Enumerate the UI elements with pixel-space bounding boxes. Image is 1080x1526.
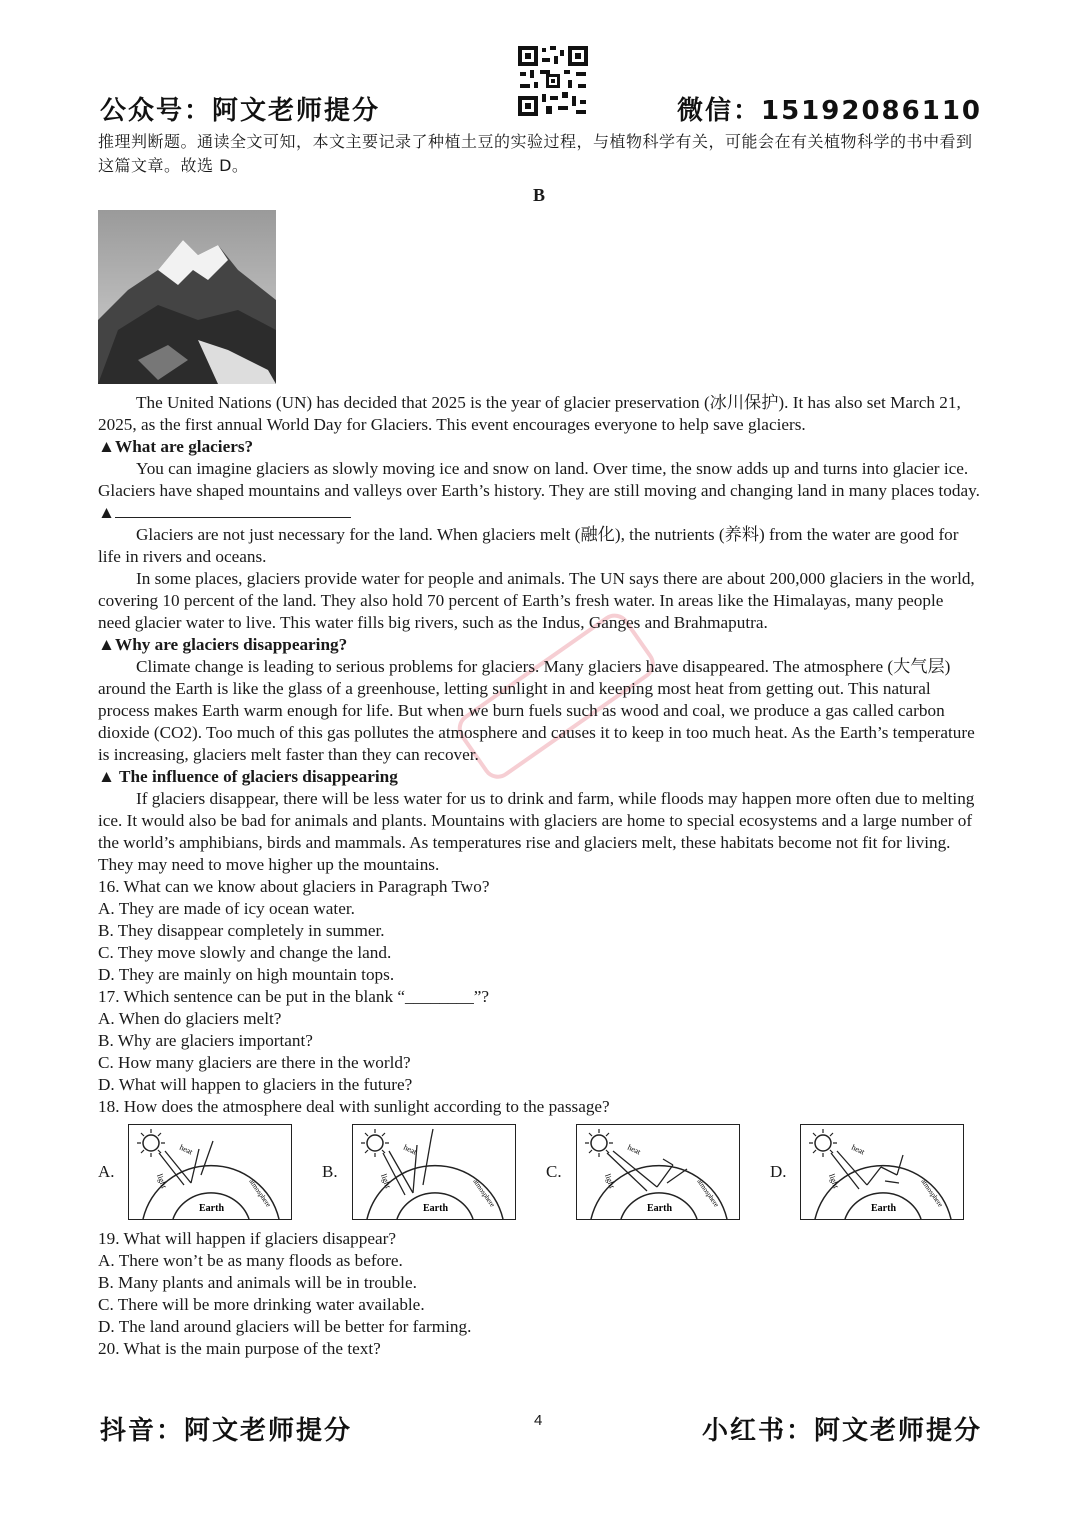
question-16: 16. What can we know about glaciers in Paragraph Two? (98, 877, 490, 896)
greenhouse-diagram-a (128, 1124, 292, 1220)
diagram-option-b (322, 1124, 546, 1220)
earth-label: Earth (871, 1203, 896, 1214)
diagram-label-a: A. (98, 1162, 115, 1181)
heading-blank (98, 502, 980, 524)
option-19d: D. The land around glaciers will be better for farming. (98, 1317, 472, 1336)
earth-label: Earth (647, 1203, 672, 1214)
paragraph-4: In some places, glaciers provide water for people and animals. The UN says there are about 200,000 glaciers in the world, covering 10 percent of the land. They also hold 70 percent of Earth’s fresh water. In areas like the Himalayas, many people need glacier water to live. This water fills big rivers, such as the Indus, Ganges and Brahmaputra. (98, 569, 975, 632)
heat-label: heat (178, 1142, 195, 1157)
heading-what-are-glaciers: ▲What are glaciers? (98, 437, 254, 456)
diagram-option-d (770, 1124, 994, 1220)
question-17: 17. Which sentence can be put in the blank “________”? (98, 987, 490, 1006)
footer-right: 小红书：阿文老师提分 (701, 1416, 982, 1446)
heat-label: heat (402, 1142, 419, 1157)
light-label: light (827, 1172, 841, 1190)
triangle-marker: ▲ (98, 503, 116, 522)
heat-label: heat (626, 1142, 643, 1157)
paragraph-3: Glaciers are not just necessary for the land. When glaciers melt (融化), the nutrients (养料) from the water are good for life in rivers and oceans. (98, 525, 959, 566)
light-label: light (155, 1172, 169, 1190)
header-right: 微信：15192086110 (677, 96, 982, 126)
heat-label: heat (850, 1142, 867, 1157)
option-19c: C. There will be more drinking water available. (98, 1295, 425, 1314)
option-17d: D. What will happen to glaciers in the future? (98, 1075, 413, 1094)
heading-influence: ▲ The influence of glaciers disappearing (98, 767, 398, 786)
intro-chinese: 推理判断题。通读全文可知，本文主要记录了种植土豆的实验过程，与植物科学有关，可能会在有关植物科学的书中看到这篇文章。故选 D。 (98, 132, 973, 175)
diagram-label-d: D. (770, 1162, 787, 1181)
qr-code-icon (516, 44, 590, 118)
option-19a: A. There won’t be as many floods as before. (98, 1251, 403, 1270)
greenhouse-diagram-b (352, 1124, 516, 1220)
question-18: 18. How does the atmosphere deal with sunlight according to the passage? (98, 1097, 610, 1116)
greenhouse-diagram-c (576, 1124, 740, 1220)
section-label: B (532, 185, 545, 205)
question-19: 19. What will happen if glaciers disappear? (98, 1229, 396, 1248)
atmosphere-label: atmosphere (919, 1177, 945, 1209)
paragraph-6: If glaciers disappear, there will be less water for us to drink and farm, while floods may happen more often due to melting ice. It would also be bad for animals and plants. Mountains with glaciers are home to special ecosystems and a large number of the world’s amphibians, birds and mammals. As temperatures rise and glaciers melt, these habitats become not fit for living. They may need to move higher up the mountains. (98, 789, 975, 874)
atmosphere-label: atmosphere (247, 1177, 273, 1209)
diagram-option-c (546, 1124, 770, 1220)
earth-label: Earth (423, 1203, 448, 1214)
option-16b: B. They disappear completely in summer. (98, 921, 385, 940)
diagram-options (98, 1122, 980, 1222)
page-content (98, 130, 980, 1360)
header-left: 公众号：阿文老师提分 (100, 96, 381, 126)
question-20: 20. What is the main purpose of the text? (98, 1339, 381, 1358)
option-17a: A. When do glaciers melt? (98, 1009, 282, 1028)
footer-left: 抖音：阿文老师提分 (100, 1416, 353, 1446)
option-19b: B. Many plants and animals will be in trouble. (98, 1273, 417, 1292)
blank-line (115, 503, 351, 518)
option-16a: A. They are made of icy ocean water. (98, 899, 355, 918)
greenhouse-diagram-d (800, 1124, 964, 1220)
paragraph-1: The United Nations (UN) has decided that 2025 is the year of glacier preservation (冰川保护). It has also set March 21, 2025, as the first annual World Day for Glaciers. This event encourages everyone to help save glaciers. (98, 393, 961, 434)
mountain-photo (98, 210, 276, 384)
light-label: light (379, 1172, 393, 1190)
option-17c: C. How many glaciers are there in the world? (98, 1053, 411, 1072)
paragraph-5: Climate change is leading to serious problems for glaciers. Many glaciers have disappeared. The atmosphere (大气层) around the Earth is like the glass of a greenhouse, letting sunlight in and keeping most heat from getting out. This natural process makes Earth warm enough for life. But when we burn fuels such as wood and coal, we produce a gas called carbon dioxide (CO2). Too much of this gas pollutes the atmosphere and causes it to keep in too much heat. As the Earth’s temperature is increasing, glaciers melt faster than they can recover. (98, 657, 975, 764)
atmosphere-label: atmosphere (695, 1177, 721, 1209)
diagram-label-c: C. (546, 1162, 562, 1181)
option-16d: D. They are mainly on high mountain tops. (98, 965, 395, 984)
heading-why-disappearing: ▲Why are glaciers disappearing? (98, 635, 348, 654)
diagram-option-a (98, 1124, 322, 1220)
light-label: light (603, 1172, 617, 1190)
option-17b: B. Why are glaciers important? (98, 1031, 313, 1050)
paragraph-2: You can imagine glaciers as slowly moving ice and snow on land. Over time, the snow adds up and turns into glacier ice. Glaciers have shaped mountains and valleys over Earth’s history. They are still moving and changing land in many places today. (98, 459, 980, 500)
atmosphere-label: atmosphere (471, 1177, 497, 1209)
page-number: 4 (534, 1412, 543, 1429)
earth-label: Earth (199, 1203, 224, 1214)
option-16c: C. They move slowly and change the land. (98, 943, 392, 962)
diagram-label-b: B. (322, 1162, 338, 1181)
